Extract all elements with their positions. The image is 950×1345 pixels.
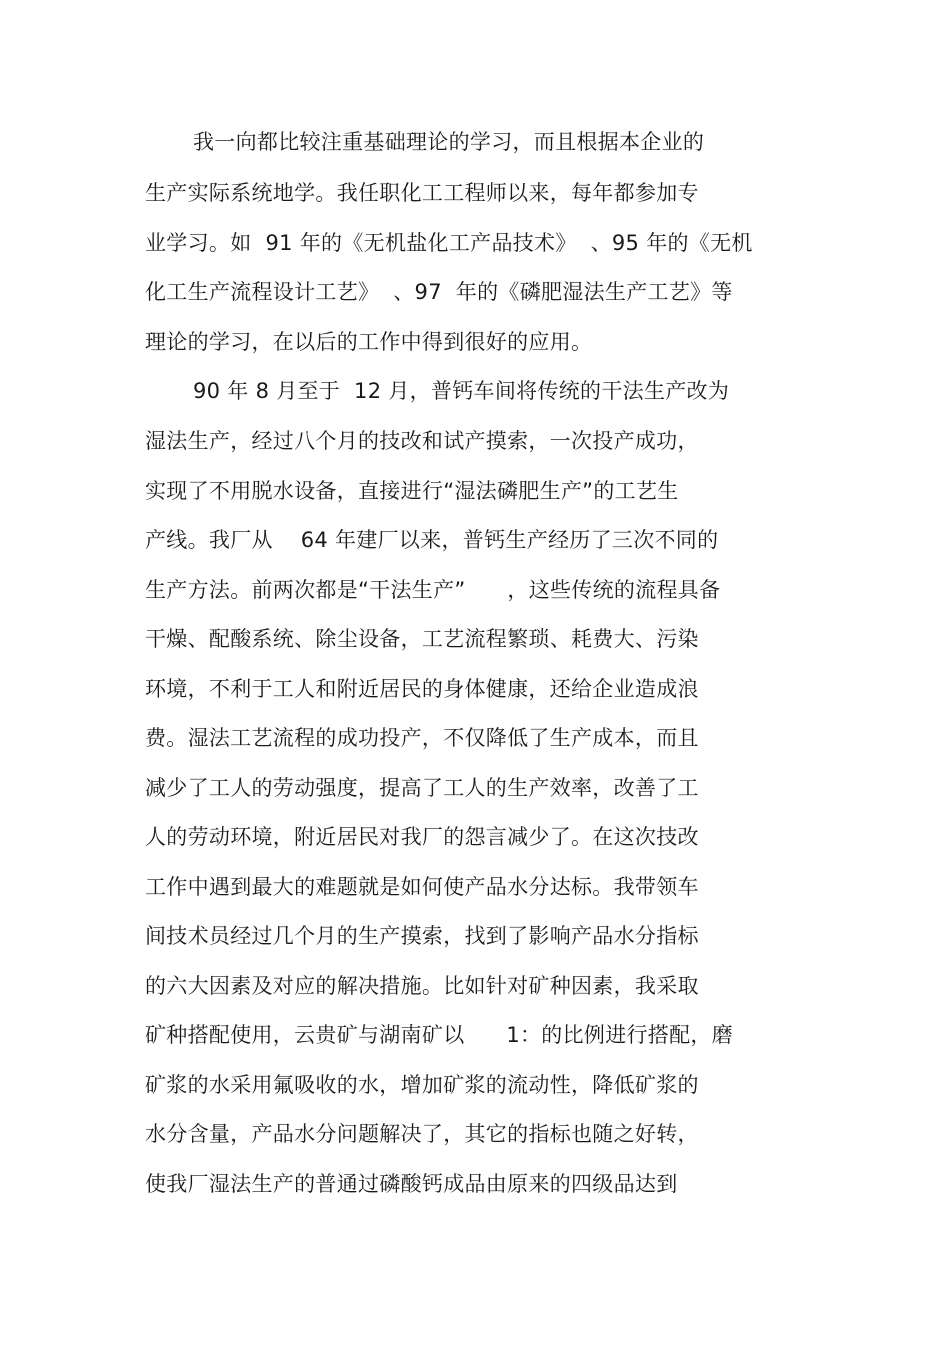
paragraph-2-line-5: 生产方法。前两次都是“干法生产” ，这些传统的流程具备 <box>145 578 721 602</box>
paragraph-1-line-5: 理论的学习，在以后的工作中得到很好的应用。 <box>145 330 593 354</box>
paragraph-2-line-13: 的六大因素及对应的解决措施。比如针对矿种因素，我采取 <box>145 974 699 998</box>
paragraph-1-line-3: 业学习。如 91 年的《无机盐化工产品技术》 、95 年的《无机 <box>145 231 753 255</box>
paragraph-2-line-12: 间技术员经过几个月的生产摸索，找到了影响产品水分指标 <box>145 924 699 948</box>
paragraph-1-line-2: 生产实际系统地学。我任职化工工程师以来，每年都参加专 <box>145 181 699 205</box>
paragraph-2-line-6: 干燥、配酸系统、除尘设备，工艺流程繁琐、耗费大、污染 <box>145 627 699 651</box>
paragraph-2-line-1: 90 年 8 月至于 12 月，普钙车间将传统的干法生产改为 <box>193 379 730 403</box>
paragraph-2-line-9: 减少了工人的劳动强度，提高了工人的生产效率，改善了工 <box>145 776 699 800</box>
paragraph-2-line-10: 人的劳动环境，附近居民对我厂的怨言减少了。在这次技改 <box>145 825 699 849</box>
paragraph-1-line-4: 化工生产流程设计工艺》 、97 年的《磷肥湿法生产工艺》等 <box>145 280 733 304</box>
paragraph-2-line-7: 环境，不利于工人和附近居民的身体健康，还给企业造成浪 <box>145 677 699 701</box>
paragraph-2-line-3: 实现了不用脱水设备，直接进行“湿法磷肥生产”的工艺生 <box>145 479 679 503</box>
paragraph-2-line-2: 湿法生产，经过八个月的技改和试产摸索，一次投产成功， <box>145 429 699 453</box>
paragraph-2-line-11: 工作中遇到最大的难题就是如何使产品水分达标。我带领车 <box>145 875 699 899</box>
paragraph-2-line-4: 产线。我厂从 64 年建厂以来，普钙生产经历了三次不同的 <box>145 528 719 552</box>
paragraph-1-line-1: 我一向都比较注重基础理论的学习，而且根据本企业的 <box>193 130 705 154</box>
paragraph-2-line-15: 矿浆的水采用氟吸收的水，增加矿浆的流动性，降低矿浆的 <box>145 1073 699 1097</box>
paragraph-2-line-14: 矿种搭配使用，云贵矿与湖南矿以 1：的比例进行搭配，磨 <box>145 1023 734 1047</box>
paragraph-2-line-17: 使我厂湿法生产的普通过磷酸钙成品由原来的四级品达到 <box>145 1172 678 1196</box>
paragraph-2-line-16: 水分含量，产品水分问题解决了，其它的指标也随之好转， <box>145 1122 699 1146</box>
paragraph-2-line-8: 费。湿法工艺流程的成功投产，不仅降低了生产成本，而且 <box>145 726 699 750</box>
